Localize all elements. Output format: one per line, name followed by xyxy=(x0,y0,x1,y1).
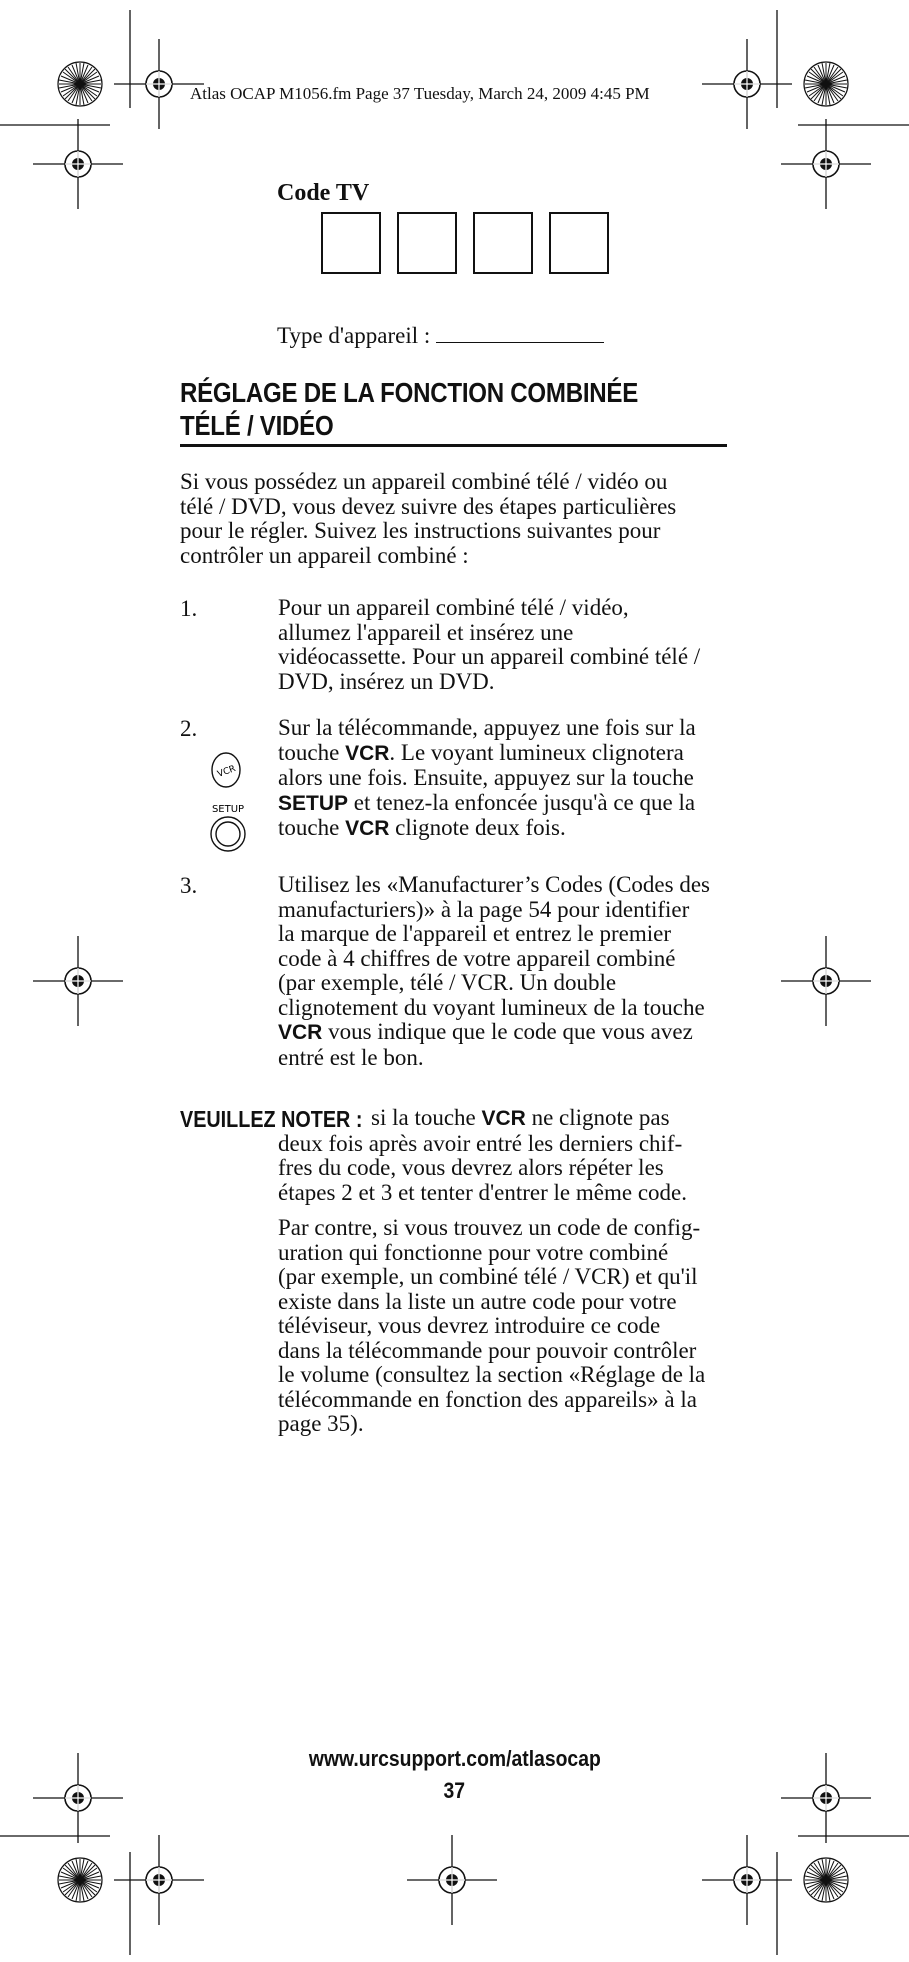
heading-line-1: RÉGLAGE DE LA FONCTION COMBINÉE xyxy=(180,377,639,408)
device-type-field xyxy=(277,322,604,349)
note-line: télécommande en fonction des appareils» à la xyxy=(278,1386,697,1412)
section-heading xyxy=(180,376,649,442)
note-line: page 35). xyxy=(278,1411,364,1436)
step-3-number: 3. xyxy=(180,873,198,898)
vcr-key-icon xyxy=(208,750,244,790)
step-line: (par exemple, télé / VCR. Un double xyxy=(278,970,617,995)
vcr-keyword: VCR xyxy=(481,1107,526,1130)
footer-url-text: www.urcsupport.com/atlasocap xyxy=(308,1746,601,1771)
text-run: . Le voyant lumineux clignotera xyxy=(389,739,684,765)
step-line: Pour un appareil combiné télé / vidéo, xyxy=(278,595,629,620)
vcr-keyword: VCR xyxy=(278,1021,323,1044)
device-type-blank-line xyxy=(436,322,604,343)
step-line: clignotement du voyant lumineux de la touche xyxy=(278,994,705,1020)
intro-line: Si vous possédez un appareil combiné télé / vidéo ou xyxy=(180,469,668,494)
vcr-keyword: VCR xyxy=(345,741,390,765)
code-digit-box-3 xyxy=(473,212,533,274)
note-text xyxy=(278,1106,728,1205)
note-line: fres du code, vous devrez alors répéter les xyxy=(278,1155,664,1180)
step-1-text xyxy=(278,596,728,694)
step-line: Utilisez les «Manufacturer’s Codes (Codes des xyxy=(278,872,711,897)
step-line: vidéocassette. Pour un appareil combiné télé / xyxy=(278,644,701,669)
step-2-number: 2. xyxy=(180,716,198,741)
step-line: DVD, insérez un DVD. xyxy=(278,668,495,694)
footer-url xyxy=(0,1746,909,1772)
step-line xyxy=(278,791,728,817)
svg-text:VCR: VCR xyxy=(216,763,238,780)
text-run: clignote deux fois. xyxy=(389,815,566,840)
text-run: vous indique que le code que vous avez xyxy=(322,1019,693,1044)
note-line: le volume (consultez la section «Réglage de la xyxy=(278,1362,706,1387)
step-1-number: 1. xyxy=(180,596,198,621)
step-line: allumez l'appareil et insérez une xyxy=(278,619,574,645)
step-line: manufacturiers)» à la page 54 pour identifier xyxy=(278,896,690,922)
note-line: dans la télécommande pour pouvoir contrôler xyxy=(278,1337,697,1363)
print-header: Atlas OCAP M1056.fm Page 37 Tuesday, March 24, 2009 4:45 PM xyxy=(190,84,650,103)
step-line xyxy=(278,1020,728,1046)
step-line: Sur la télécommande, appuyez une fois sur la xyxy=(278,715,696,740)
intro-paragraph xyxy=(180,470,720,568)
step-line: alors une fois. Ensuite, appuyez sur la touche xyxy=(278,765,694,790)
text-run: si la touche xyxy=(371,1105,482,1130)
intro-line: pour le régler. Suivez les instructions suivantes pour xyxy=(180,518,661,543)
text-run: ne clignote pas xyxy=(525,1105,670,1130)
note-line: existe dans la liste un autre code pour votre xyxy=(278,1288,677,1314)
step-line xyxy=(278,816,728,842)
heading-line-2: TÉLÉ / VIDÉO xyxy=(180,410,334,441)
text-run: et tenez-la enfoncée jusqu'à ce que la xyxy=(348,789,696,815)
step-line xyxy=(278,741,728,767)
page-number-text: 37 xyxy=(443,1778,466,1803)
setup-keyword: SETUP xyxy=(278,791,349,815)
note-line: (par exemple, un combiné télé / VCR) et qu'il xyxy=(278,1264,698,1289)
note-line: étapes 2 et 3 et tenter d'entrer le même code. xyxy=(278,1179,688,1205)
note-line: Par contre, si vous trouvez un code de config- xyxy=(278,1215,701,1240)
note-line xyxy=(185,1106,728,1132)
step-line: code à 4 chiffres de votre appareil combiné xyxy=(278,945,676,971)
note-label: VEUILLEZ NOTER : xyxy=(180,1106,363,1132)
heading-rule xyxy=(180,444,727,447)
text-run: touche xyxy=(278,815,346,840)
note-paragraph-2 xyxy=(278,1216,728,1437)
setup-key-icon xyxy=(206,800,250,856)
step-line: entré est le bon. xyxy=(278,1044,424,1070)
page-number xyxy=(0,1778,909,1804)
text-run: touche xyxy=(278,739,346,765)
note-line: deux fois après avoir entré les derniers chif- xyxy=(278,1130,683,1156)
step-2-text xyxy=(278,716,728,842)
intro-line: contrôler un appareil combiné : xyxy=(180,542,469,568)
device-type-label: Type d'appareil : xyxy=(277,323,431,348)
step-line: la marque de l'appareil et entrez le premier xyxy=(278,921,672,946)
note-line: uration qui fonctionne pour votre combiné xyxy=(278,1239,669,1265)
vcr-keyword: VCR xyxy=(345,817,390,840)
code-tv-label: Code TV xyxy=(277,180,370,206)
code-digit-box-4 xyxy=(549,212,609,274)
note-line: téléviseur, vous devrez introduire ce code xyxy=(278,1313,661,1338)
step-3-text xyxy=(278,873,728,1070)
code-digit-box-2 xyxy=(397,212,457,274)
intro-line: télé / DVD, vous devez suivre des étapes particulières xyxy=(180,493,677,519)
svg-text:SETUP: SETUP xyxy=(211,804,245,815)
code-digit-box-1 xyxy=(321,212,381,274)
